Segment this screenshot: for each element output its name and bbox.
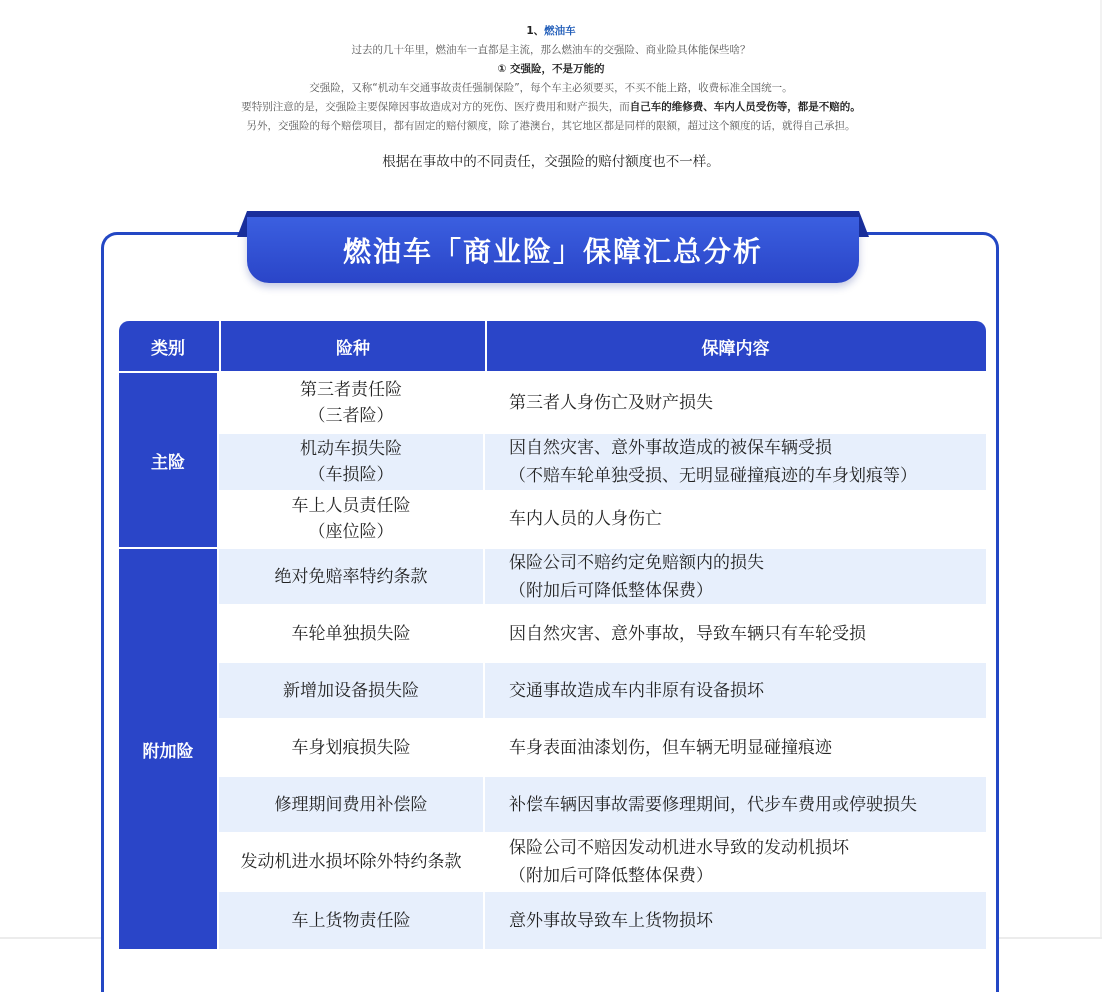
section-title: 燃油车 xyxy=(544,25,576,37)
table-row xyxy=(219,833,986,891)
cell-divider xyxy=(483,833,485,891)
type-alias: （三者险） xyxy=(308,406,394,426)
cell-divider xyxy=(483,663,485,718)
coverage-text: 第三者人身伤亡及财产损失 xyxy=(509,393,713,413)
paragraph-note xyxy=(0,98,1102,117)
note-bold: 自己车的维修费、车内人员受伤等，都是不赔的。 xyxy=(629,101,861,113)
cell-divider xyxy=(483,777,485,832)
type-name: 机动车损失险 xyxy=(300,439,402,459)
banner-body xyxy=(247,217,859,283)
row-coverage xyxy=(509,373,989,433)
coverage-text: 保险公司不赔因发动机进水导致的发动机损坏 xyxy=(509,838,849,858)
type-alias: （车损险） xyxy=(308,465,394,485)
subheading: ① 交强险，不是万能的 xyxy=(497,63,605,75)
type-name: 修理期间费用补偿险 xyxy=(274,794,428,815)
coverage-text: 补偿车辆因事故需要修理期间，代步车费用或停驶损失 xyxy=(509,794,917,815)
note-plain: 要特别注意的是，交强险主要保障因事故造成对方的死伤、医疗费用和财产损失，而 xyxy=(241,101,630,113)
row-type xyxy=(219,833,483,891)
coverage-text: 交通事故造成车内非原有设备损坏 xyxy=(509,680,764,701)
cell-divider xyxy=(483,491,485,547)
cell-divider xyxy=(483,549,485,604)
row-coverage xyxy=(509,549,989,604)
row-type xyxy=(219,605,483,662)
cell-divider xyxy=(483,719,485,776)
type-name: 车上人员责任险 xyxy=(291,496,411,516)
row-type xyxy=(219,491,483,547)
coverage-text: 车内人员的人身伤亡 xyxy=(509,509,662,529)
paragraph-limits: 另外，交强险的每个赔偿项目，都有固定的赔付额度，除了港澳台，其它地区都是同样的限额，超过这个额度的话，就得自己承担。 xyxy=(246,120,856,132)
category-main: 主险 xyxy=(119,373,217,547)
coverage-text: 因自然灾害、意外事故造成的被保车辆受损 xyxy=(509,438,832,458)
table-header xyxy=(119,321,986,371)
paragraph-definition: 交强险，又称“机动车交通事故责任强制保险”，每个车主必须要买，不买不能上路，收费标准全国统一。 xyxy=(309,82,793,94)
row-type xyxy=(219,663,483,718)
table-row xyxy=(219,719,986,776)
category-addon: 附加险 xyxy=(119,549,217,949)
table-row xyxy=(219,892,986,949)
table-row xyxy=(219,491,986,547)
row-coverage xyxy=(509,892,989,949)
row-type xyxy=(219,373,483,433)
coverage-text: 保险公司不赔约定免赔额内的损失 xyxy=(509,552,764,573)
type-name: 车轮单独损失险 xyxy=(291,623,411,644)
type-name: 车上货物责任险 xyxy=(291,910,411,931)
coverage-text: 车身表面油漆划伤，但车辆无明显碰撞痕迹 xyxy=(509,737,832,758)
row-coverage xyxy=(509,605,989,662)
type-alias: （座位险） xyxy=(308,522,394,542)
row-coverage xyxy=(509,833,989,891)
paragraph-intro: 过去的几十年里，燃油车一直都是主流，那么燃油车的交强险、商业险具体能保些啥？ xyxy=(351,44,751,56)
type-name: 新增加设备损失险 xyxy=(283,680,419,701)
lead-sentence: 根据在事故中的不同责任，交强险的赔付额度也不一样。 xyxy=(382,154,720,170)
header-coverage: 保障内容 xyxy=(701,338,770,359)
coverage-text: 因自然灾害、意外事故，导致车辆只有车轮受损 xyxy=(509,623,866,644)
row-coverage xyxy=(509,491,989,547)
row-type xyxy=(219,719,483,776)
coverage-text: 意外事故导致车上货物损坏 xyxy=(509,910,713,931)
row-type xyxy=(219,892,483,949)
table-row xyxy=(219,663,986,718)
cell-divider xyxy=(483,892,485,949)
row-type xyxy=(219,549,483,604)
table-row xyxy=(219,777,986,832)
table-row xyxy=(219,434,986,490)
cell-divider xyxy=(483,373,485,433)
infographic-title: 燃油车「商业险」保障汇总分析 xyxy=(342,235,763,268)
coverage-note: （不赔车轮单独受损、无明显碰撞痕迹的车身划痕等） xyxy=(509,466,917,486)
row-type xyxy=(219,777,483,832)
table-row xyxy=(219,605,986,662)
row-coverage xyxy=(509,719,989,776)
header-category: 类别 xyxy=(151,338,185,359)
section-heading xyxy=(0,22,1102,41)
type-name: 车身划痕损失险 xyxy=(291,737,411,758)
row-coverage xyxy=(509,434,989,490)
infographic-banner xyxy=(237,211,869,285)
row-type xyxy=(219,434,483,490)
table-row xyxy=(219,373,986,433)
cell-divider xyxy=(483,605,485,662)
type-name: 第三者责任险 xyxy=(300,380,402,400)
row-coverage xyxy=(509,777,989,832)
row-coverage xyxy=(509,663,989,718)
section-number: 1、 xyxy=(526,25,545,37)
type-name: 绝对免赔率特约条款 xyxy=(274,566,428,587)
article-text xyxy=(0,22,1102,172)
cell-divider xyxy=(483,434,485,490)
type-name: 发动机进水损坏除外特约条款 xyxy=(240,852,462,872)
coverage-note: （附加后可降低整体保费） xyxy=(509,580,713,601)
coverage-note: （附加后可降低整体保费） xyxy=(509,866,713,886)
table-row xyxy=(219,549,986,604)
header-type: 险种 xyxy=(219,321,487,371)
